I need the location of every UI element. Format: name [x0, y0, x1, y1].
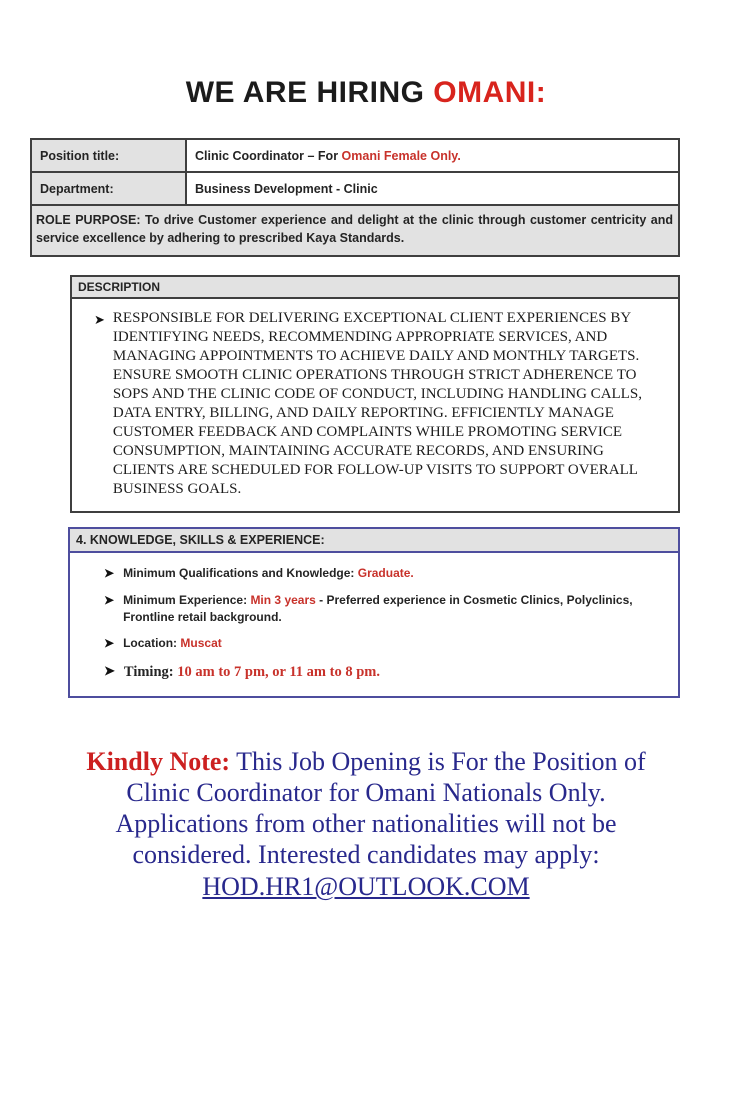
skill-highlight: Muscat: [180, 636, 222, 651]
skill-text: [124, 662, 380, 682]
skill-text: [123, 565, 414, 582]
position-title-label: Position title:: [31, 139, 186, 172]
skill-prefix: Location:: [123, 636, 181, 651]
skill-suffix: - Preferred experience in Cosmetic Clinics, Polyclinics, Frontline retail background.: [123, 592, 633, 624]
skills-section: [68, 527, 680, 698]
skill-item-location: [104, 635, 664, 652]
job-posting-document: [0, 76, 732, 902]
kindly-note: [61, 746, 671, 902]
description-header: DESCRIPTION: [70, 275, 680, 299]
skill-text: [123, 592, 664, 626]
skill-item-experience: [104, 592, 664, 626]
department-value: Business Development - Clinic: [186, 172, 679, 205]
skill-prefix: Minimum Experience:: [123, 592, 251, 607]
arrow-bullet-icon: ➤: [94, 312, 105, 327]
kindly-note-text: This Job Opening is For the Position of Clinic Coordinator for Omani Nationals Only. Applications from other nationalities will not be considered. Interested candidates may apply:: [115, 747, 646, 870]
title-black-text: WE ARE HIRING: [185, 76, 434, 109]
skill-prefix: Timing:: [123, 664, 178, 681]
email-link[interactable]: HOD.HR1@OUTLOOK.COM: [202, 872, 530, 902]
skill-item-timing: [104, 662, 664, 682]
page-title: [0, 76, 732, 110]
department-label: Department:: [31, 172, 186, 205]
skill-prefix: Minimum Qualifications and Knowledge:: [123, 566, 358, 580]
table-row-role-purpose: [31, 205, 679, 256]
skill-highlight: Min 3 years: [250, 592, 316, 607]
arrow-bullet-icon: ➤: [104, 636, 115, 651]
role-purpose-text: ROLE PURPOSE: To drive Customer experience and delight at the clinic through customer centricity and service excellence by adhering to prescribed Kaya Standards.: [31, 205, 679, 256]
position-title-red-text: Omani Female Only.: [341, 148, 461, 163]
table-row-department: [31, 172, 679, 205]
skill-highlight: 10 am to 7 pm, or 11 am to 8 pm.: [177, 664, 380, 681]
description-text: RESPONSIBLE FOR DELIVERING EXCEPTIONAL CLIENT EXPERIENCES BY IDENTIFYING NEEDS, RECOMMENDING APPROPRIATE SERVICES, AND MANAGING APPOINTMENTS TO ACHIEVE DAILY AND MONTHLY TARGETS. ENSURE SMOOTH CLINIC OPERATIONS THROUGH STRICT ADHERENCE TO SOPS AND THE CLINIC CODE OF CONDUCT, INCLUDING HANDLING CALLS, DATA ENTRY, BILLING, AND DAILY REPORTING. EFFICIENTLY MANAGE CUSTOMER FEEDBACK AND COMPLAINTS WHILE PROMOTING SERVICE CONSUMPTION, MAINTAINING ACCURATE RECORDS, AND ENSURING CLIENTS ARE SCHEDULED FOR FOLLOW-UP VISITS TO SUPPORT OVERALL BUSINESS GOALS.: [112, 310, 642, 497]
position-title-value: [186, 139, 679, 172]
skill-highlight: Graduate.: [357, 566, 414, 580]
position-title-text: Clinic Coordinator – For: [195, 148, 342, 163]
description-body: [70, 299, 680, 513]
kindly-note-label: Kindly Note:: [86, 747, 231, 777]
skill-item-qualifications: [104, 565, 664, 582]
description-section: [70, 275, 680, 513]
skills-header: 4. KNOWLEDGE, SKILLS & EXPERIENCE:: [70, 529, 678, 553]
skill-text: [123, 635, 222, 652]
skills-list: [70, 553, 678, 696]
title-red-text: OMANI:: [433, 76, 547, 109]
arrow-bullet-icon: ➤: [104, 592, 115, 607]
arrow-bullet-icon: ➤: [104, 663, 115, 679]
table-row-position-title: [31, 139, 679, 172]
arrow-bullet-icon: ➤: [104, 566, 115, 580]
position-info-table: [30, 138, 680, 257]
